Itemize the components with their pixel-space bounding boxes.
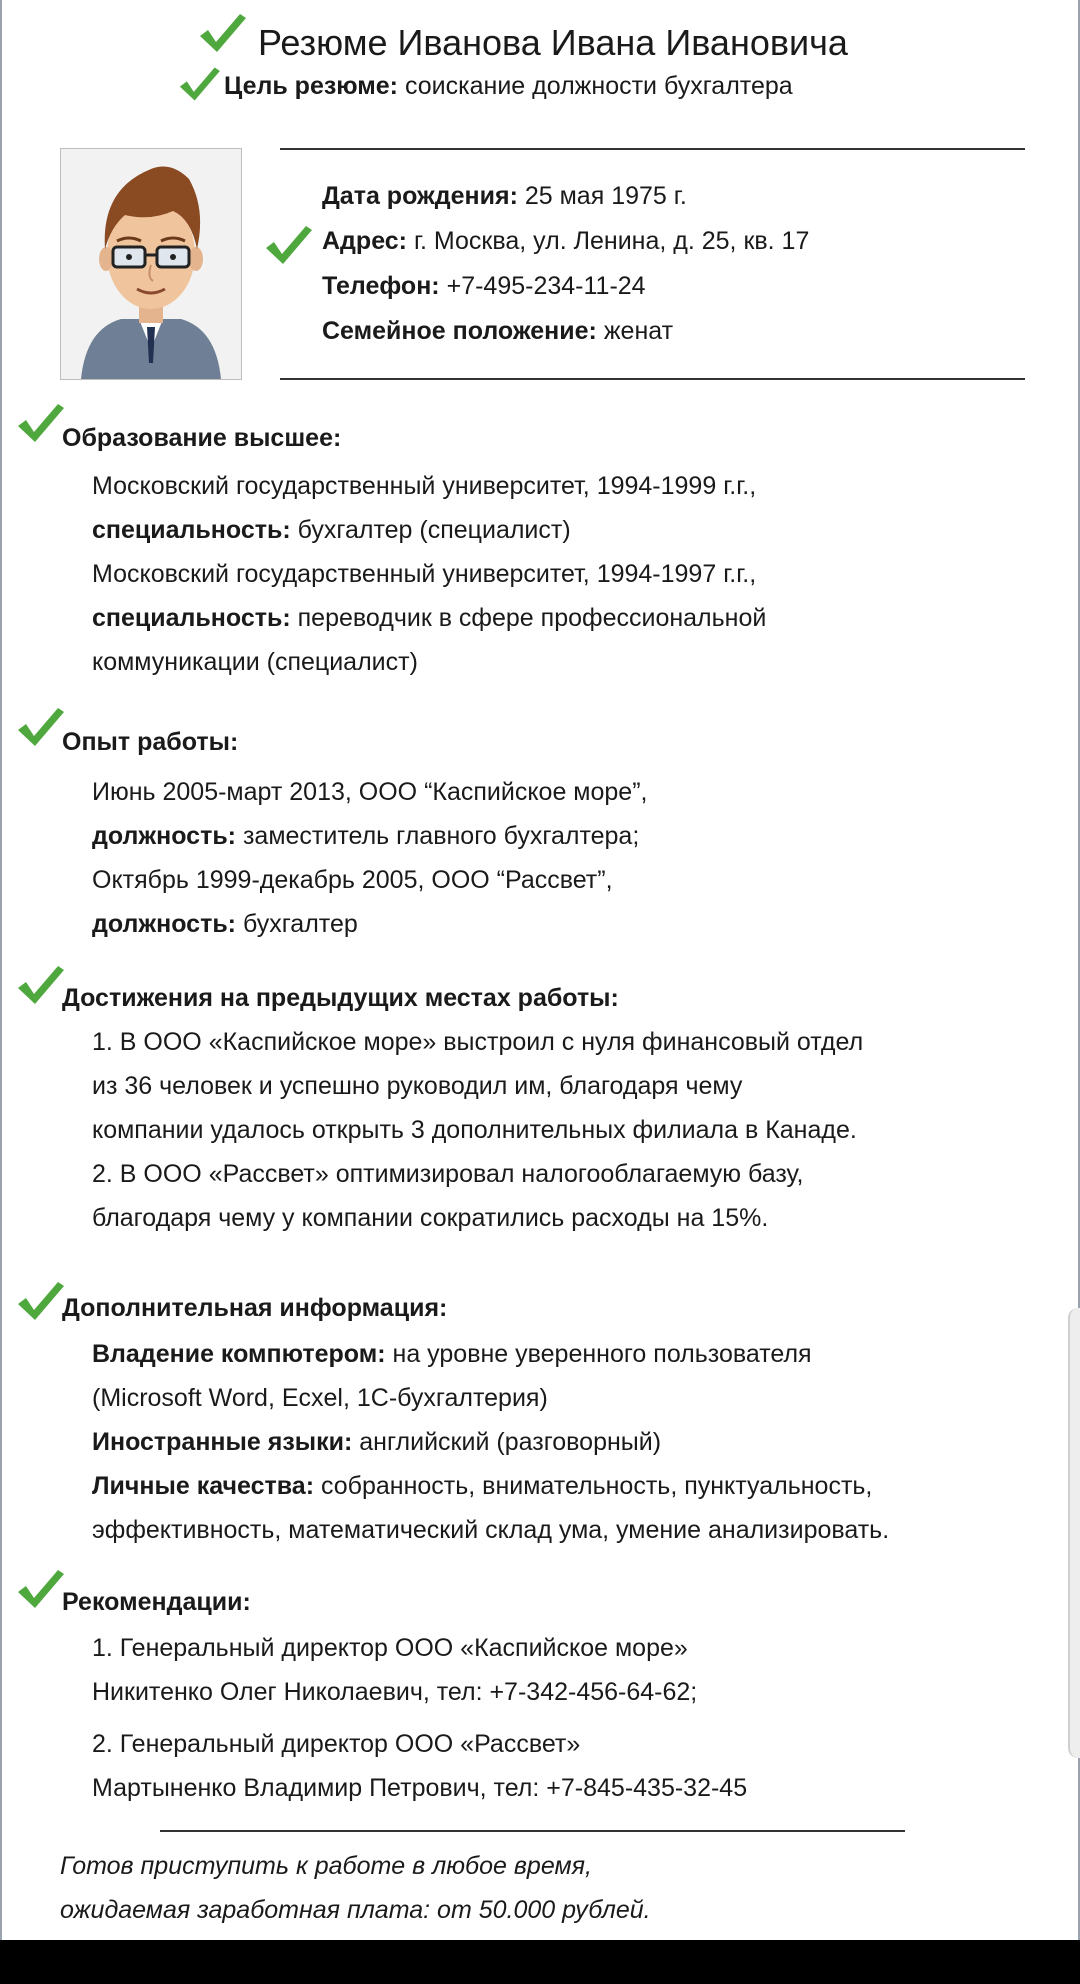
recommendation-line: Никитенко Олег Николаевич, тел: +7-342-456-64-62; — [92, 1678, 698, 1706]
achievement-line: 2. В ООО «Рассвет» оптимизировал налогооблагаемую базу, — [92, 1160, 804, 1188]
recommendation-line: 2. Генеральный директор ООО «Рассвет» — [92, 1730, 581, 1758]
avatar — [60, 148, 242, 380]
education-title: Образование высшее: — [62, 424, 342, 452]
additional-title: Дополнительная информация: — [62, 1294, 448, 1322]
achievements-title: Достижения на предыдущих местах работы: — [62, 984, 619, 1012]
bottom-bar — [0, 1940, 1080, 1984]
marital-status: Семейное положение: женат — [322, 317, 674, 345]
experience-period: Октябрь 1999-декабрь 2005, ООО “Рассвет”, — [92, 866, 613, 894]
phone: Телефон: +7-495-234-11-24 — [322, 272, 646, 300]
checkmark-icon — [262, 222, 314, 268]
experience-period: Июнь 2005-март 2013, ООО “Каспийское море”, — [92, 778, 648, 806]
page-border-left — [0, 0, 2, 1940]
achievement-line: благодаря чему у компании сократились расходы на 15%. — [92, 1204, 769, 1232]
achievement-line: 1. В ООО «Каспийское море» выстроил с нуля финансовый отдел — [92, 1028, 864, 1056]
divider — [280, 378, 1025, 380]
experience-position: должность: бухгалтер — [92, 910, 358, 938]
checkmark-icon — [14, 1278, 66, 1324]
experience-position: должность: заместитель главного бухгалтера; — [92, 822, 640, 850]
personal-qualities-cont: эффективность, математический склад ума, умение анализировать. — [92, 1516, 890, 1544]
achievement-line: компании удалось открыть 3 дополнительных филиала в Канаде. — [92, 1116, 857, 1144]
checkmark-icon — [14, 962, 66, 1008]
personal-qualities: Личные качества: собранность, внимательность, пунктуальность, — [92, 1472, 873, 1500]
checkmark-icon — [176, 64, 222, 104]
footer-availability: Готов приступить к работе в любое время, — [60, 1852, 592, 1880]
checkmark-icon — [14, 704, 66, 750]
checkmark-icon — [14, 1566, 66, 1612]
achievement-line: из 36 человек и успешно руководил им, благодаря чему — [92, 1072, 743, 1100]
address: Адрес: г. Москва, ул. Ленина, д. 25, кв. 17 — [322, 227, 810, 255]
recommendation-line: Мартыненко Владимир Петрович, тел: +7-845-435-32-45 — [92, 1774, 748, 1802]
computer-skills-cont: (Microsoft Word, Ecxel, 1С-бухгалтерия) — [92, 1384, 548, 1412]
recommendations-title: Рекомендации: — [62, 1588, 251, 1616]
education-institution: Московский государственный университет, 1994-1997 г.г., — [92, 560, 757, 588]
divider — [280, 148, 1025, 150]
birth-date: Дата рождения: 25 мая 1975 г. — [322, 182, 687, 210]
recommendation-line: 1. Генеральный директор ООО «Каспийское море» — [92, 1634, 688, 1662]
computer-skills: Владение компютером: на уровне уверенного пользователя — [92, 1340, 812, 1368]
checkmark-icon — [14, 400, 66, 446]
experience-title: Опыт работы: — [62, 728, 239, 756]
education-specialty: специальность: переводчик в сфере профессиональной — [92, 604, 767, 632]
education-specialty-cont: коммуникации (специалист) — [92, 648, 418, 676]
resume-title: Резюме Иванова Ивана Ивановича — [258, 22, 848, 63]
education-specialty: специальность: бухгалтер (специалист) — [92, 516, 571, 544]
checkmark-icon — [196, 10, 248, 56]
resume-goal: Цель резюме: соискание должности бухгалтера — [224, 72, 793, 100]
education-institution: Московский государственный университет, 1994-1999 г.г., — [92, 472, 757, 500]
divider — [160, 1830, 905, 1832]
scroll-handle[interactable] — [1068, 1308, 1080, 1758]
footer-salary: ожидаемая заработная плата: от 50.000 рублей. — [60, 1896, 651, 1924]
languages: Иностранные языки: английский (разговорный) — [92, 1428, 662, 1456]
